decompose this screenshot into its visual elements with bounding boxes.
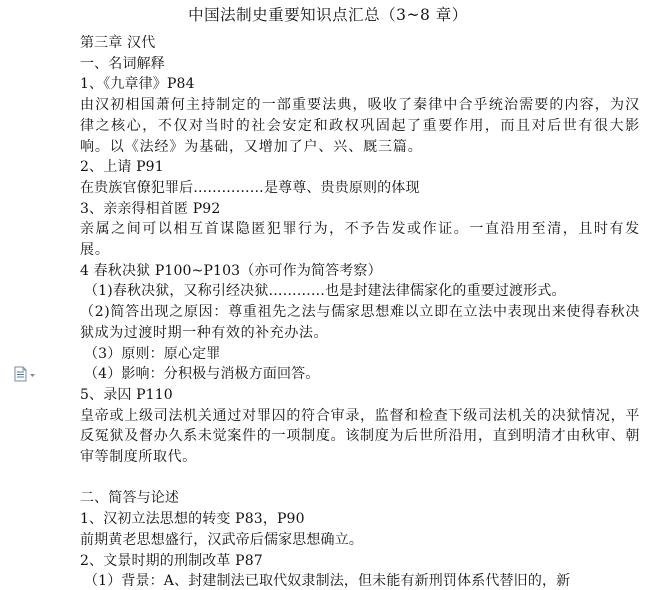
- term-heading-chunqiu: 4 春秋决狱 P100~P103（亦可作为简答考察）: [80, 262, 382, 279]
- term-text-shangqing: 在贵族官僚犯罪后……………是尊尊、贵贵原则的体现: [80, 179, 420, 196]
- essay-heading-1: 1、汉初立法思想的转变 P83，P90: [80, 511, 305, 528]
- chapter-heading: 第三章 汉代: [80, 35, 156, 51]
- term-point-2: （2)简答出现之原因：尊重祖先之法与儒家思想难以立即在立法中表现出来使得春秋决狱成为过渡时期一种有效的补充办法。: [80, 304, 640, 341]
- essay-heading-2: 2、文景时期的刑制改革 P87: [80, 552, 263, 569]
- term-text-qinqin: 亲属之间可以相互首谋隐匿犯罪行为，不予告发或作证。一直沿用至清，且时有发展。: [80, 221, 640, 259]
- term-heading-jiuzhanglv: 1、《九章律》P84: [80, 76, 195, 93]
- term-point-4: （4）影响：分积极与消极方面回答。: [84, 366, 320, 383]
- document-body: [80, 33, 640, 590]
- blank-line: [80, 468, 640, 489]
- essay-text-1: 前期黄老思想盛行，汉武帝后儒家思想确立。: [80, 531, 363, 548]
- term-heading-shangqing: 2、上请 P91: [80, 159, 164, 176]
- term-text-jiuzhanglv: 由汉初相国萧何主持制定的一部重要法典，吸收了秦律中合乎统治需要的内容，为汉律之核心，不仅对当时的社会安定和政权巩固起了重要作用，而且对后世有很大影响。以《法经》为基础，又增加了户、兴、厩三篇。: [80, 97, 640, 155]
- term-heading-luqiu: 5、录囚 P110: [80, 386, 173, 403]
- section-heading-essay: 二、简答与论述: [80, 490, 180, 507]
- term-point-1: （1)春秋决狱，又称引经决狱…………也是封建法律儒家化的重要过渡形式。: [84, 283, 566, 300]
- document-title: 中国法制史重要知识点汇总（3~8 章）: [188, 6, 468, 24]
- term-point-3: （3）原则：原心定罪: [84, 345, 221, 362]
- term-heading-qinqin: 3、亲亲得相首匿 P92: [80, 200, 221, 217]
- section-heading-terms: 一、名词解释: [80, 55, 165, 72]
- document-paragraph-icon[interactable]: [12, 366, 38, 382]
- essay-point-1: （1）背景：A、封建制法已取代奴隶制法，但未能有新刑罚体系代替旧的，新: [84, 573, 571, 590]
- term-text-luqiu: 皇帝或上级司法机关通过对罪囚的符合审录，监督和检查下级司法机关的决狱情况，平反冤狱及督办久系未觉案件的一项制度。该制度为后世所沿用，直到明清才由秋审、朝审等制度所取代。: [80, 407, 640, 466]
